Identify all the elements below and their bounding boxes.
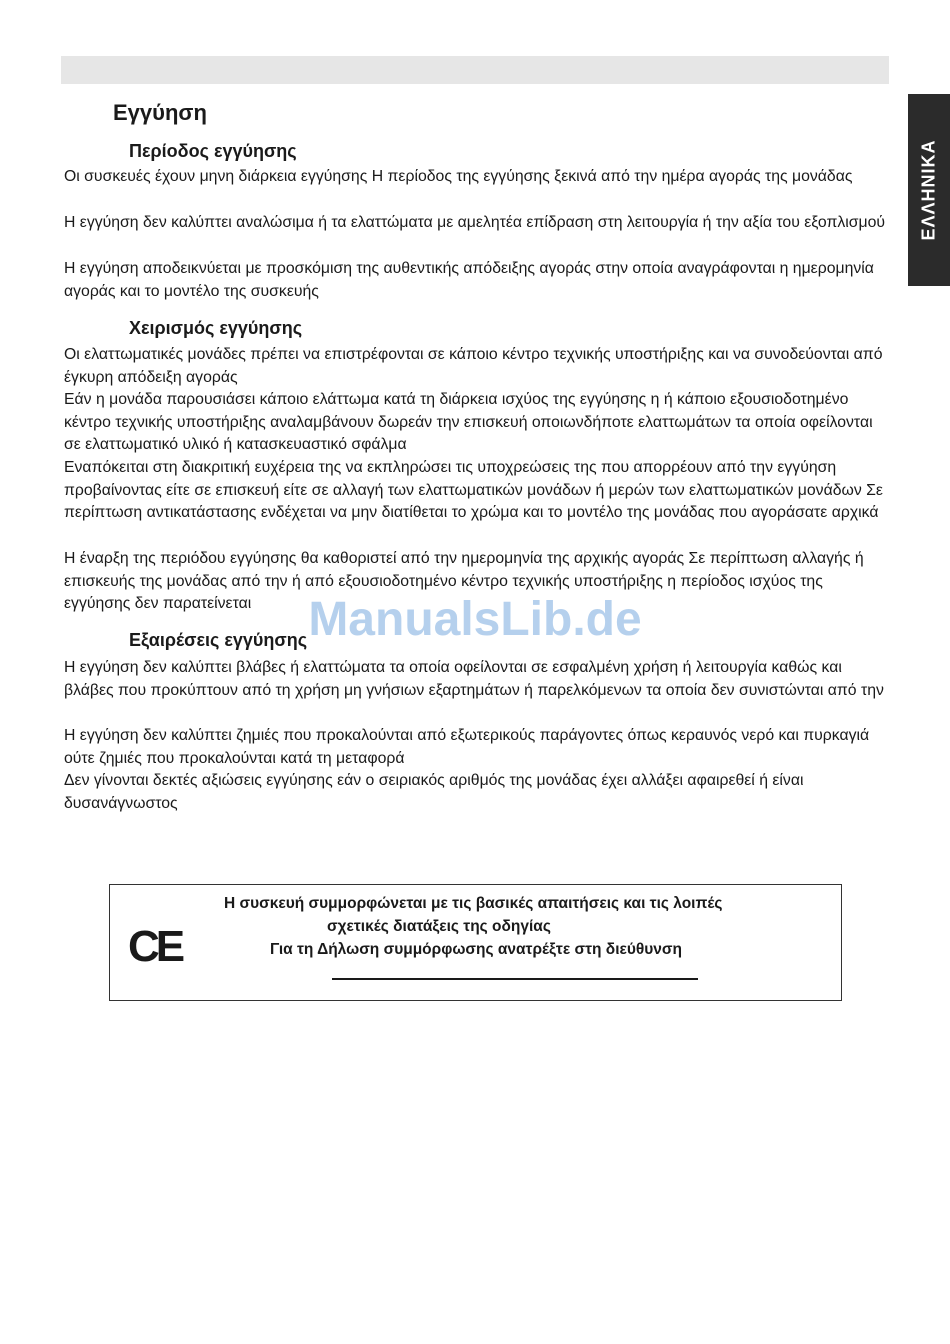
ce-compliance-notice bbox=[109, 884, 842, 1001]
ce-mark-icon: CE bbox=[128, 922, 182, 971]
language-tab-label: ΕΛΛΗΝΙΚΑ bbox=[918, 139, 939, 241]
header-bar bbox=[61, 56, 889, 84]
paragraph: Η έναρξη της περιόδου εγγύησης θα καθοριστεί από την ημερομηνία της αρχικής αγοράς Σε περίπτωση αλλαγής ή επισκευής της μονάδας από την ή από εξουσιοδοτημένο κέντρο τεχνικής υποστήριξης η περίοδος ισχύος της εγγύησης δεν παρατείνεται bbox=[64, 550, 864, 613]
page-title: Εγγύηση bbox=[113, 100, 207, 125]
section-heading-warranty-handling: Χειρισμός εγγύησης bbox=[129, 318, 303, 338]
paragraph: Εναπόκειται στη διακριτική ευχέρεια της να εκπληρώσει τις υποχρεώσεις της που απορρέουν από την εγγύηση προβαίνοντας είτε σε επισκευή είτε σε αλλαγή των ελαττωματικών μονάδων ή μερών των ελαττωματικών μονάδων Σε περίπτωση αντικατάστασης ενδέχεται να μην διατίθεται το χρώμα και το μοντέλο της μονάδας που αγοράσατε αρχικά bbox=[64, 459, 883, 522]
paragraph: Η εγγύηση δεν καλύπτει αναλώσιμα ή τα ελαττώματα με αμελητέα επίδραση στη λειτουργία ή την αξία του εξοπλισμού bbox=[64, 214, 886, 231]
notice-line: Για τη Δήλωση συμμόρφωσης ανατρέξτε στη διεύθυνση bbox=[270, 941, 682, 958]
paragraph: Εάν η μονάδα παρουσιάσει κάποιο ελάττωμα κατά τη διάρκεια ισχύος της εγγύησης η ή κάποιο εξουσιοδοτημένο κέντρο τεχνικής υποστήριξης αναλαμβάνουν δωρεάν την επισκευή οποιωνδήποτε ελαττωμάτων τα οποία οφείλονται σε ελαττωματικό υλικό ή κατασκευαστικό σφάλμα bbox=[64, 391, 873, 454]
language-tab bbox=[908, 94, 950, 286]
paragraph: Η εγγύηση δεν καλύπτει ζημιές που προκαλούνται από εξωτερικούς παράγοντες όπως κεραυνός νερό και πυρκαγιά ούτε ζημιές που προκαλούνται κατά τη μεταφορά bbox=[64, 727, 870, 767]
paragraph: Οι συσκευές έχουν μηνη διάρκεια εγγύησης Η περίοδος της εγγύησης ξεκινά από την ημέρα αγοράς της μονάδας bbox=[64, 168, 853, 185]
watermark: ManualsLib.de bbox=[308, 593, 642, 646]
paragraph: Η εγγύηση δεν καλύπτει βλάβες ή ελαττώματα τα οποία οφείλονται σε εσφαλμένη χρήση ή λειτουργία καθώς και βλάβες που προκύπτουν από τη χρήση μη γνήσιων εξαρτημάτων ή παρελκόμενων τα οποία δεν συνιστώνται από την bbox=[64, 659, 884, 699]
address-blank-line bbox=[332, 978, 698, 980]
paragraph: Η εγγύηση αποδεικνύεται με προσκόμιση της αυθεντικής απόδειξης αγοράς στην οποία αναγράφονται η ημερομηνία αγοράς και το μοντέλο της συσκευής bbox=[64, 260, 874, 300]
notice-line: σχετικές διατάξεις της οδηγίας bbox=[327, 918, 551, 935]
section-heading-warranty-exclusions: Εξαιρέσεις εγγύησης bbox=[129, 630, 308, 650]
paragraph: Δεν γίνονται δεκτές αξιώσεις εγγύησης εάν ο σειριακός αριθμός της μονάδας έχει αλλάξει αφαιρεθεί ή είναι δυσανάγνωστος bbox=[64, 772, 804, 812]
paragraph: Οι ελαττωματικές μονάδες πρέπει να επιστρέφονται σε κάποιο κέντρο τεχνικής υποστήριξης και να συνοδεύονται από έγκυρη απόδειξη αγοράς bbox=[64, 346, 883, 386]
notice-line: Η συσκευή συμμορφώνεται με τις βασικές απαιτήσεις και τις λοιπές bbox=[224, 895, 723, 912]
section-heading-warranty-period: Περίοδος εγγύησης bbox=[129, 141, 297, 161]
